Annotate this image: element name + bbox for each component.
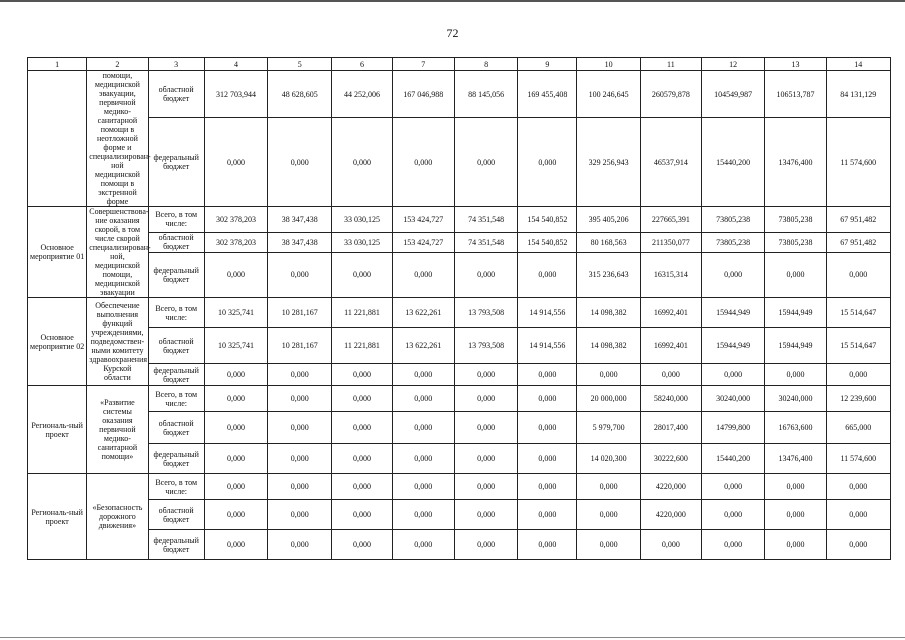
- amount-cell: 0,000: [454, 530, 517, 560]
- amount-cell: 0,000: [454, 364, 517, 386]
- amount-cell: 0,000: [268, 386, 332, 412]
- amount-cell: 48 628,605: [268, 71, 332, 118]
- amount-cell: 11 221,881: [332, 328, 392, 364]
- column-header: 5: [268, 58, 332, 71]
- amount-cell: 5 979,700: [577, 412, 640, 444]
- amount-cell: 0,000: [332, 364, 392, 386]
- amount-cell: 0,000: [454, 252, 517, 297]
- event-type-cell: Региональ-ный проект: [28, 474, 87, 560]
- amount-cell: 302 378,203: [204, 207, 267, 233]
- amount-cell: 0,000: [268, 252, 332, 297]
- funding-source-cell: Всего, в том числе:: [148, 474, 204, 500]
- amount-cell: 33 030,125: [332, 207, 392, 233]
- event-name-cell: «Развитие системы оказания первичной медико-санитарной помощи»: [87, 386, 148, 474]
- amount-cell: 0,000: [518, 444, 577, 474]
- amount-cell: 0,000: [392, 500, 454, 530]
- amount-cell: 395 405,206: [577, 207, 640, 233]
- amount-cell: 44 252,006: [332, 71, 392, 118]
- amount-cell: 154 540,852: [518, 232, 577, 252]
- table-row: [28, 412, 891, 444]
- amount-cell: 15440,200: [702, 118, 765, 207]
- amount-cell: 169 455,408: [518, 71, 577, 118]
- amount-cell: 0,000: [268, 364, 332, 386]
- amount-cell: 0,000: [518, 364, 577, 386]
- event-type-cell: Основное мероприятие 02: [28, 298, 87, 386]
- amount-cell: 10 325,741: [204, 298, 267, 328]
- amount-cell: 0,000: [518, 474, 577, 500]
- amount-cell: 302 378,203: [204, 232, 267, 252]
- amount-cell: 13 622,261: [392, 328, 454, 364]
- amount-cell: 15944,949: [765, 328, 826, 364]
- amount-cell: 13476,400: [765, 118, 826, 207]
- amount-cell: 0,000: [204, 444, 267, 474]
- amount-cell: 0,000: [332, 118, 392, 207]
- table-row: [28, 328, 891, 364]
- event-name-cell: Совершенствова-ние оказания скорой, в том числе скорой специализирован-ной, медицинской помощи, медицинской эвакуации: [87, 207, 148, 298]
- amount-cell: 0,000: [702, 252, 765, 297]
- amount-cell: 30240,000: [702, 386, 765, 412]
- amount-cell: 0,000: [332, 412, 392, 444]
- amount-cell: 74 351,548: [454, 232, 517, 252]
- page-number: 72: [446, 26, 459, 40]
- amount-cell: 10 281,167: [268, 298, 332, 328]
- amount-cell: 0,000: [204, 412, 267, 444]
- column-header: 10: [577, 58, 640, 71]
- amount-cell: 73805,238: [765, 232, 826, 252]
- event-type-cell: Основное мероприятие 01: [28, 207, 87, 298]
- amount-cell: 73805,238: [702, 207, 765, 233]
- funding-source-cell: областной бюджет: [148, 412, 204, 444]
- funding-source-cell: федеральный бюджет: [148, 444, 204, 474]
- amount-cell: 13 622,261: [392, 298, 454, 328]
- amount-cell: 14 914,556: [518, 298, 577, 328]
- amount-cell: 211350,077: [640, 232, 701, 252]
- amount-cell: 0,000: [577, 530, 640, 560]
- top-rule: [0, 0, 905, 2]
- column-header: 9: [518, 58, 577, 71]
- amount-cell: 14 098,382: [577, 298, 640, 328]
- amount-cell: 315 236,643: [577, 252, 640, 297]
- amount-cell: 0,000: [392, 444, 454, 474]
- funding-source-cell: областной бюджет: [148, 232, 204, 252]
- amount-cell: 0,000: [702, 530, 765, 560]
- amount-cell: 14 914,556: [518, 328, 577, 364]
- amount-cell: 13 793,508: [454, 298, 517, 328]
- column-header: 4: [204, 58, 267, 71]
- amount-cell: 20 000,000: [577, 386, 640, 412]
- amount-cell: 14799,800: [702, 412, 765, 444]
- amount-cell: 15 514,647: [826, 298, 890, 328]
- amount-cell: 0,000: [332, 530, 392, 560]
- amount-cell: 0,000: [454, 444, 517, 474]
- amount-cell: 0,000: [392, 474, 454, 500]
- amount-cell: 30222,600: [640, 444, 701, 474]
- amount-cell: 74 351,548: [454, 207, 517, 233]
- amount-cell: 28017,400: [640, 412, 701, 444]
- column-header: 3: [148, 58, 204, 71]
- column-header: 11: [640, 58, 701, 71]
- amount-cell: 80 168,563: [577, 232, 640, 252]
- amount-cell: 0,000: [392, 386, 454, 412]
- amount-cell: 14 020,300: [577, 444, 640, 474]
- table-row: [28, 530, 891, 560]
- bottom-rule: [0, 637, 905, 638]
- amount-cell: 0,000: [268, 444, 332, 474]
- amount-cell: 665,000: [826, 412, 890, 444]
- amount-cell: 67 951,482: [826, 207, 890, 233]
- amount-cell: 0,000: [702, 500, 765, 530]
- amount-cell: 0,000: [392, 364, 454, 386]
- funding-source-cell: областной бюджет: [148, 328, 204, 364]
- amount-cell: 0,000: [392, 118, 454, 207]
- amount-cell: 16992,401: [640, 328, 701, 364]
- amount-cell: 0,000: [454, 474, 517, 500]
- amount-cell: 0,000: [204, 500, 267, 530]
- amount-cell: 0,000: [332, 386, 392, 412]
- table-row: [28, 118, 891, 207]
- amount-cell: 0,000: [204, 118, 267, 207]
- amount-cell: 0,000: [765, 500, 826, 530]
- funding-source-cell: федеральный бюджет: [148, 364, 204, 386]
- amount-cell: 0,000: [518, 252, 577, 297]
- amount-cell: 0,000: [765, 252, 826, 297]
- column-header: 6: [332, 58, 392, 71]
- amount-cell: 0,000: [577, 474, 640, 500]
- column-header: 13: [765, 58, 826, 71]
- table-row: [28, 500, 891, 530]
- amount-cell: 0,000: [392, 530, 454, 560]
- amount-cell: 0,000: [826, 364, 890, 386]
- column-header: 7: [392, 58, 454, 71]
- amount-cell: 0,000: [518, 500, 577, 530]
- amount-cell: 0,000: [268, 118, 332, 207]
- amount-cell: 0,000: [204, 530, 267, 560]
- amount-cell: 0,000: [765, 364, 826, 386]
- amount-cell: 153 424,727: [392, 207, 454, 233]
- amount-cell: 11 574,600: [826, 118, 890, 207]
- amount-cell: 0,000: [765, 530, 826, 560]
- amount-cell: 15 514,647: [826, 328, 890, 364]
- event-name-cell: «Безопасность дорожного движения»: [87, 474, 148, 560]
- column-header: 8: [454, 58, 517, 71]
- table-body: [28, 71, 891, 560]
- amount-cell: 0,000: [392, 252, 454, 297]
- amount-cell: 154 540,852: [518, 207, 577, 233]
- amount-cell: 0,000: [640, 364, 701, 386]
- amount-cell: 13476,400: [765, 444, 826, 474]
- funding-source-cell: федеральный бюджет: [148, 118, 204, 207]
- funding-source-cell: областной бюджет: [148, 500, 204, 530]
- amount-cell: 0,000: [765, 474, 826, 500]
- column-header: 12: [702, 58, 765, 71]
- column-header: 14: [826, 58, 890, 71]
- amount-cell: 0,000: [204, 386, 267, 412]
- amount-cell: 67 951,482: [826, 232, 890, 252]
- amount-cell: 260579,878: [640, 71, 701, 118]
- amount-cell: 0,000: [332, 474, 392, 500]
- amount-cell: 16992,401: [640, 298, 701, 328]
- column-header: 2: [87, 58, 148, 71]
- amount-cell: 38 347,438: [268, 232, 332, 252]
- table-row: [28, 252, 891, 297]
- amount-cell: 0,000: [702, 474, 765, 500]
- amount-cell: 11 221,881: [332, 298, 392, 328]
- amount-cell: 14 098,382: [577, 328, 640, 364]
- amount-cell: 0,000: [268, 412, 332, 444]
- amount-cell: 106513,787: [765, 71, 826, 118]
- amount-cell: 0,000: [204, 474, 267, 500]
- amount-cell: 11 574,600: [826, 444, 890, 474]
- amount-cell: 0,000: [454, 118, 517, 207]
- amount-cell: 0,000: [268, 530, 332, 560]
- amount-cell: 10 325,741: [204, 328, 267, 364]
- amount-cell: 73805,238: [702, 232, 765, 252]
- amount-cell: 4220,000: [640, 500, 701, 530]
- amount-cell: 0,000: [268, 474, 332, 500]
- amount-cell: 15944,949: [702, 328, 765, 364]
- amount-cell: 0,000: [702, 364, 765, 386]
- amount-cell: 0,000: [577, 500, 640, 530]
- table-row: [28, 386, 891, 412]
- funding-source-cell: Всего, в том числе:: [148, 207, 204, 233]
- amount-cell: 15440,200: [702, 444, 765, 474]
- amount-cell: 0,000: [332, 444, 392, 474]
- budget-table: [27, 57, 891, 560]
- funding-source-cell: Всего, в том числе:: [148, 386, 204, 412]
- amount-cell: 0,000: [454, 412, 517, 444]
- amount-cell: 329 256,943: [577, 118, 640, 207]
- amount-cell: 0,000: [454, 386, 517, 412]
- amount-cell: 73805,238: [765, 207, 826, 233]
- amount-cell: 0,000: [518, 412, 577, 444]
- amount-cell: 58240,000: [640, 386, 701, 412]
- amount-cell: 0,000: [640, 530, 701, 560]
- amount-cell: 88 145,056: [454, 71, 517, 118]
- funding-source-cell: областной бюджет: [148, 71, 204, 118]
- amount-cell: 0,000: [518, 386, 577, 412]
- amount-cell: 84 131,129: [826, 71, 890, 118]
- amount-cell: 0,000: [204, 364, 267, 386]
- table-row: [28, 207, 891, 233]
- amount-cell: 100 246,645: [577, 71, 640, 118]
- funding-source-cell: федеральный бюджет: [148, 252, 204, 297]
- amount-cell: 10 281,167: [268, 328, 332, 364]
- amount-cell: 30240,000: [765, 386, 826, 412]
- amount-cell: 4220,000: [640, 474, 701, 500]
- amount-cell: 153 424,727: [392, 232, 454, 252]
- amount-cell: 12 239,600: [826, 386, 890, 412]
- amount-cell: 16763,600: [765, 412, 826, 444]
- event-name-cell: Обеспечение выполнения функций учреждениями, подведомствен-ными комитету здравоохранения Курской области: [87, 298, 148, 386]
- amount-cell: 33 030,125: [332, 232, 392, 252]
- amount-cell: 0,000: [826, 252, 890, 297]
- amount-cell: 15944,949: [702, 298, 765, 328]
- event-name-cell: помощи, медицинской эвакуации, первичной медико-санитарной помощи в неотложной форме и специализирован-ной медицинской помощи в экстренной форме: [87, 71, 148, 207]
- amount-cell: 0,000: [454, 500, 517, 530]
- event-type-cell: Региональ-ный проект: [28, 386, 87, 474]
- amount-cell: 0,000: [518, 530, 577, 560]
- amount-cell: 0,000: [518, 118, 577, 207]
- amount-cell: 38 347,438: [268, 207, 332, 233]
- event-type-cell: [28, 71, 87, 207]
- table-row: [28, 232, 891, 252]
- header-row: [28, 58, 891, 71]
- amount-cell: 0,000: [826, 474, 890, 500]
- amount-cell: 13 793,508: [454, 328, 517, 364]
- amount-cell: 0,000: [268, 500, 332, 530]
- table-row: [28, 444, 891, 474]
- amount-cell: 104549,987: [702, 71, 765, 118]
- funding-source-cell: Всего, в том числе:: [148, 298, 204, 328]
- table-row: [28, 298, 891, 328]
- column-header: 1: [28, 58, 87, 71]
- table-row: [28, 364, 891, 386]
- table-row: [28, 71, 891, 118]
- table-row: [28, 474, 891, 500]
- amount-cell: 0,000: [826, 530, 890, 560]
- amount-cell: 46537,914: [640, 118, 701, 207]
- amount-cell: 0,000: [332, 500, 392, 530]
- amount-cell: 227665,391: [640, 207, 701, 233]
- amount-cell: 15944,949: [765, 298, 826, 328]
- amount-cell: 0,000: [577, 364, 640, 386]
- amount-cell: 312 703,944: [204, 71, 267, 118]
- amount-cell: 16315,314: [640, 252, 701, 297]
- amount-cell: 0,000: [204, 252, 267, 297]
- amount-cell: 0,000: [332, 252, 392, 297]
- amount-cell: 0,000: [826, 500, 890, 530]
- amount-cell: 167 046,988: [392, 71, 454, 118]
- amount-cell: 0,000: [392, 412, 454, 444]
- funding-source-cell: федеральный бюджет: [148, 530, 204, 560]
